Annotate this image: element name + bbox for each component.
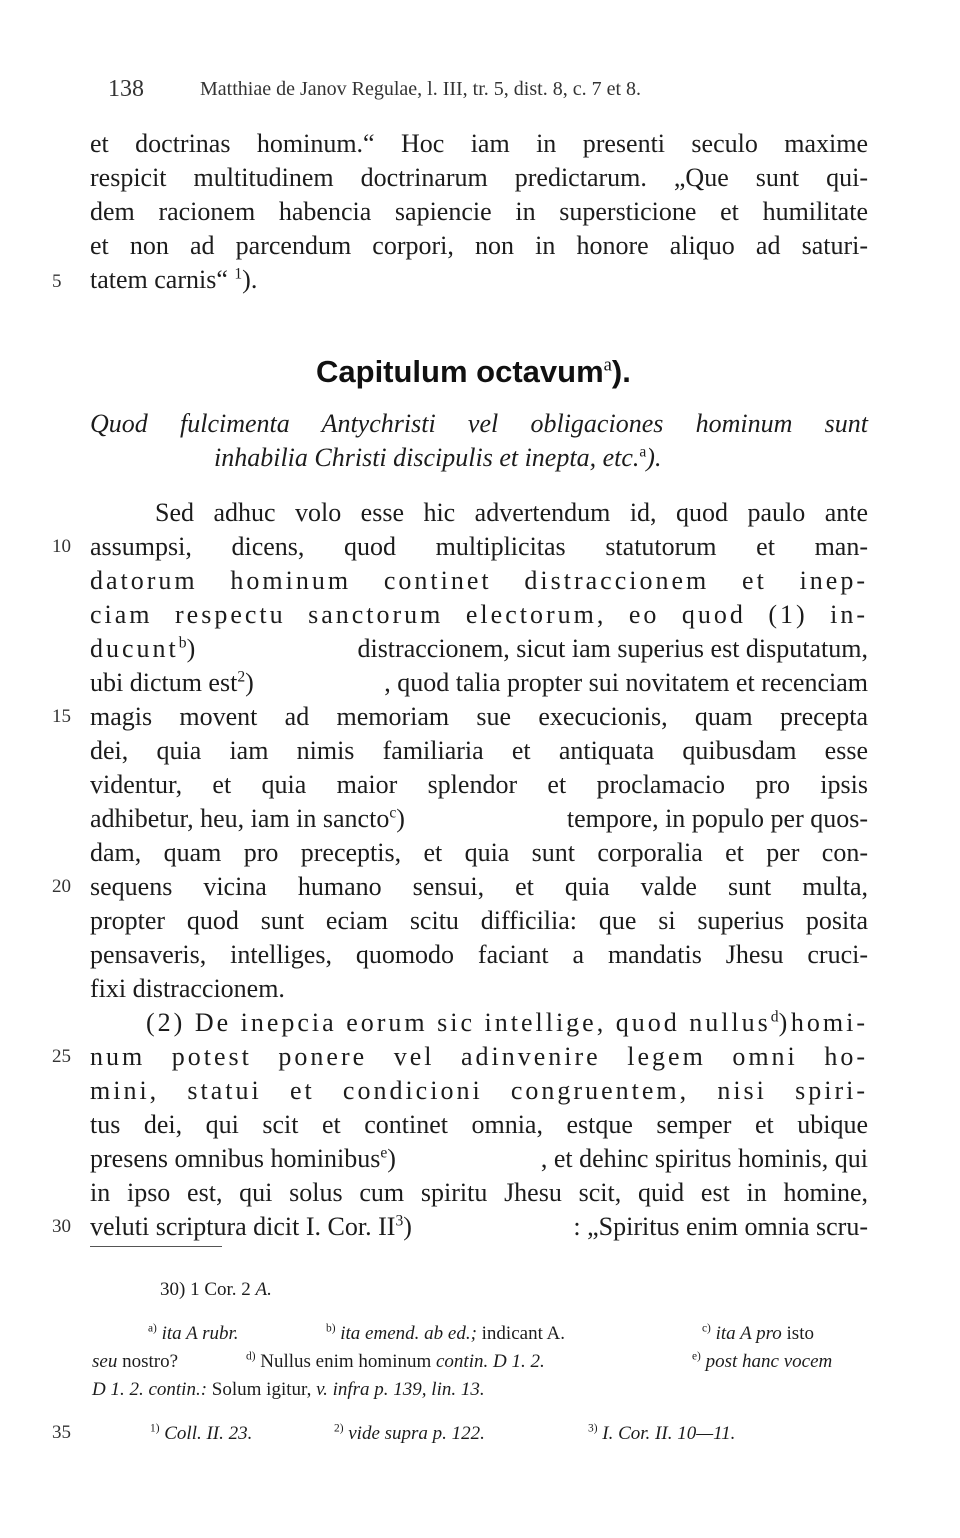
text-line: adhibetur, heu, iam in sancto$^c$) tempore, in populo per quos- [90,804,868,833]
footnote-mark: 2 [237,668,246,686]
text-line: tatem carnis“ $^1$). [90,265,258,294]
footnote-3: $^{3)}$ I. Cor. II. 10—11. [588,1422,736,1444]
text-line: assumpsi, dicens, quod multiplicitas statutorum et man- [90,532,868,561]
text-line: magis movent ad memoriam sue execucionis, quam precepta [90,702,868,731]
text-line: (2) De inepcia eorum sic intellige, quod nullus$^d$) homi- [146,1008,868,1037]
text-line: ubi dictum est$^2$) , quod talia propter sui novitatem et recenciam [90,668,868,697]
text-line: num potest ponere vel adinvenire legem omni ho- [90,1042,868,1071]
footnote-line: D 1. 2. contin.: Solum igitur, v. infra p. 139, lin. 13. [92,1379,485,1400]
text-line: in ipso est, qui solus cum spiritu Jhesu scit, quid est in homine, [90,1178,868,1207]
footnote-mark: e [380,1144,388,1162]
text-line: et doctrinas hominum.“ Hoc iam in presenti seculo maxime [90,129,868,158]
text-line: mini, statui et condicioni congruentem, nisi spiri- [90,1076,868,1105]
line-number: 30 [52,1216,71,1237]
text-line: et non ad parcendum corpori, non in honore aliquo ad saturi- [90,231,868,260]
text-line: Sed adhuc volo esse hic advertendum id, quod paulo ante [155,498,868,527]
text-line: datorum hominum continet distraccionem et inep- [90,566,868,595]
text-line: pensaveris, intelliges, quomodo faciant a mandatis Jhesu cruci- [90,940,868,969]
text-line: dem racionem habencia sapiencie in supersticione et humilitate [90,197,868,226]
line-number: 10 [52,536,71,557]
line-number: 5 [52,271,62,292]
footnote-mark: b [178,634,187,652]
footnote-mark: 1 [234,265,243,283]
text-line: veluti scriptura dicit I. Cor. $II^3$) : „Spiritus enim omnia scru- [90,1212,868,1241]
text-line: presens omnibus hominibus$^e$) , et dehinc spiritus hominis, qui [90,1144,868,1173]
text-line: videntur, et quia maior splendor et proclamacio pro ipsis [90,770,868,799]
footnote-d: $^{d)}$ Nullus enim hominum contin. D 1. 2. [246,1350,545,1372]
footnote-b: $^{b)}$ ita emend. ab ed.; indicant A. [326,1322,566,1344]
text-line: respicit multitudinem doctrinarum predictarum. „Que sunt qui- [90,163,868,192]
footnote-line: seu nostro? [92,1351,179,1372]
line-number: 20 [52,876,71,897]
text-line: fixi distraccionem. [90,974,285,1003]
footnote-2: $^{2)}$ vide supra p. 122. [334,1422,485,1444]
line-number: 15 [52,706,71,727]
footnote-mark: 3 [395,1212,404,1230]
footnote-1: $^{1)}$ Coll. II. 23. [150,1422,253,1444]
chapter-subtitle: Quod fulcimenta Antychristi vel obligaciones hominum sunt [90,409,868,438]
chapter-subtitle: inhabilia Christi discipulis et inepta, etc.$^a$). [214,443,662,472]
footnote-mark: d [770,1008,779,1026]
footnote-divider [90,1246,222,1247]
page-number: 138 [108,76,144,102]
text-line: sequens vicina humano sensui, et quia valde sunt multa, [90,872,868,901]
line-number: 35 [52,1422,71,1443]
footnote-a: $^{a)}$ ita A rubr. [148,1322,239,1344]
chapter-title: Capitulum octavum$^a$). [316,354,631,389]
footnote-e: $^{e)}$ post hanc vocem [692,1350,833,1372]
text-line: propter quod sunt eciam scitu difficilia: que si superius posita [90,906,868,935]
line-number: 25 [52,1046,71,1067]
footnote-mark: c [389,804,397,822]
text-line: ducunt$^b$) distraccionem, sicut iam superius est disputatum, [90,634,868,663]
text-line: dam, quam pro preceptis, et quia sunt corporalia et per con- [90,838,868,867]
footnote-mark: a [639,443,647,461]
text-line: tus dei, qui scit et continet omnia, estque semper et ubique [90,1110,868,1139]
running-title: Matthiae de Janov Regulae, l. III, tr. 5, dist. 8, c. 7 et 8. [200,78,642,100]
footnote-c: $^{c)}$ ita A pro isto [702,1322,814,1344]
text-line: dei, quia iam nimis familiaria et antiquata quibusdam esse [90,736,868,765]
footnote-line: 30) 1 Cor. 2 A. [160,1279,272,1300]
text-line: ciam respectu sanctorum electorum, eo quod (1) in- [90,600,868,629]
footnote-mark: a [603,354,612,376]
